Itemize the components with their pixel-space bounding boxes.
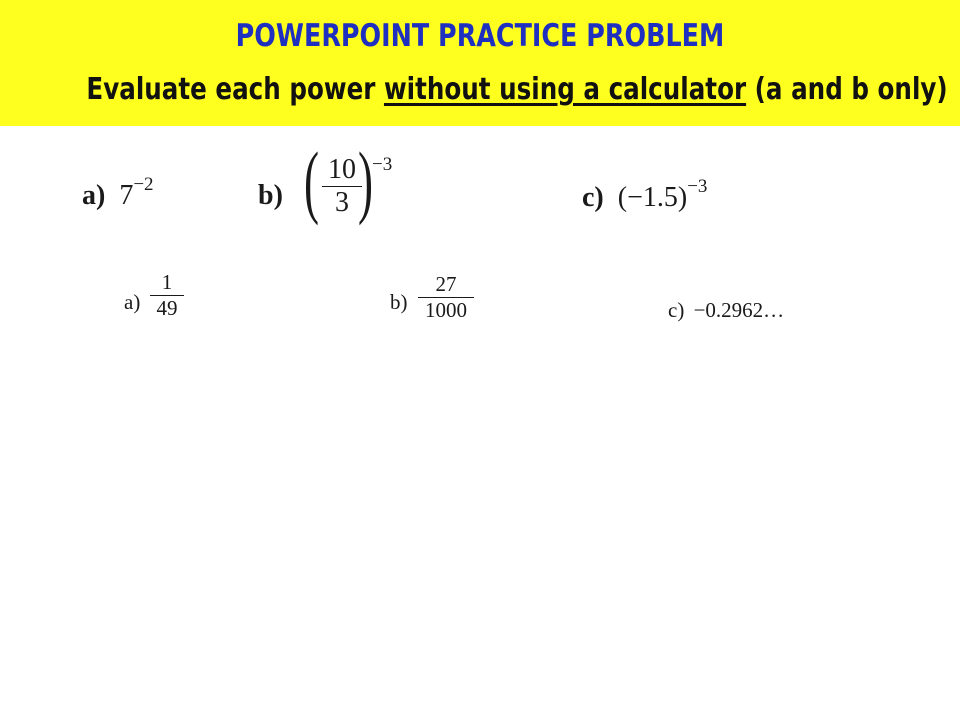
problem-b-exponent: −3 [372,154,393,175]
answer-b-fraction [418,272,474,323]
answer-c-value: −0.2962… [693,298,785,322]
slide-title: POWERPOINT PRACTICE PROBLEM [235,18,725,54]
problem-b-numerator: 10 [328,154,356,185]
subtitle-underlined: without using a calculator [383,72,747,107]
problem-c [582,176,708,214]
right-paren: ) [358,135,374,226]
problem-b-fraction [322,154,362,219]
problem-c-expr: (−1.5) [617,182,688,213]
problem-c-exponent: −3 [687,176,708,197]
problem-b-denominator: 3 [335,187,349,218]
answer-a-numerator: 1 [161,270,173,294]
answer-a-denominator: 49 [156,296,178,320]
problem-c-label: c) [582,182,604,213]
answer-b-label: b) [390,290,408,314]
answer-b-denominator: 1000 [425,298,467,322]
answer-c [668,298,784,323]
problem-b-label: b) [258,180,283,211]
answer-a-fraction [150,270,184,321]
slide-subtitle [86,72,948,107]
answer-a-label: a) [124,290,141,314]
header-banner [0,0,960,126]
subtitle-text-pre: Evaluate each power [86,72,384,107]
subtitle-text-post: (a and b only) [746,72,948,107]
problem-a-exponent: −2 [133,174,154,195]
left-paren: ( [304,135,320,226]
answer-c-label: c) [668,298,685,322]
problem-a [82,174,154,212]
problem-a-label: a) [82,180,106,211]
answer-b-numerator: 27 [435,272,457,296]
problem-b-label-wrap [258,180,283,212]
problem-a-base: 7 [119,180,134,211]
